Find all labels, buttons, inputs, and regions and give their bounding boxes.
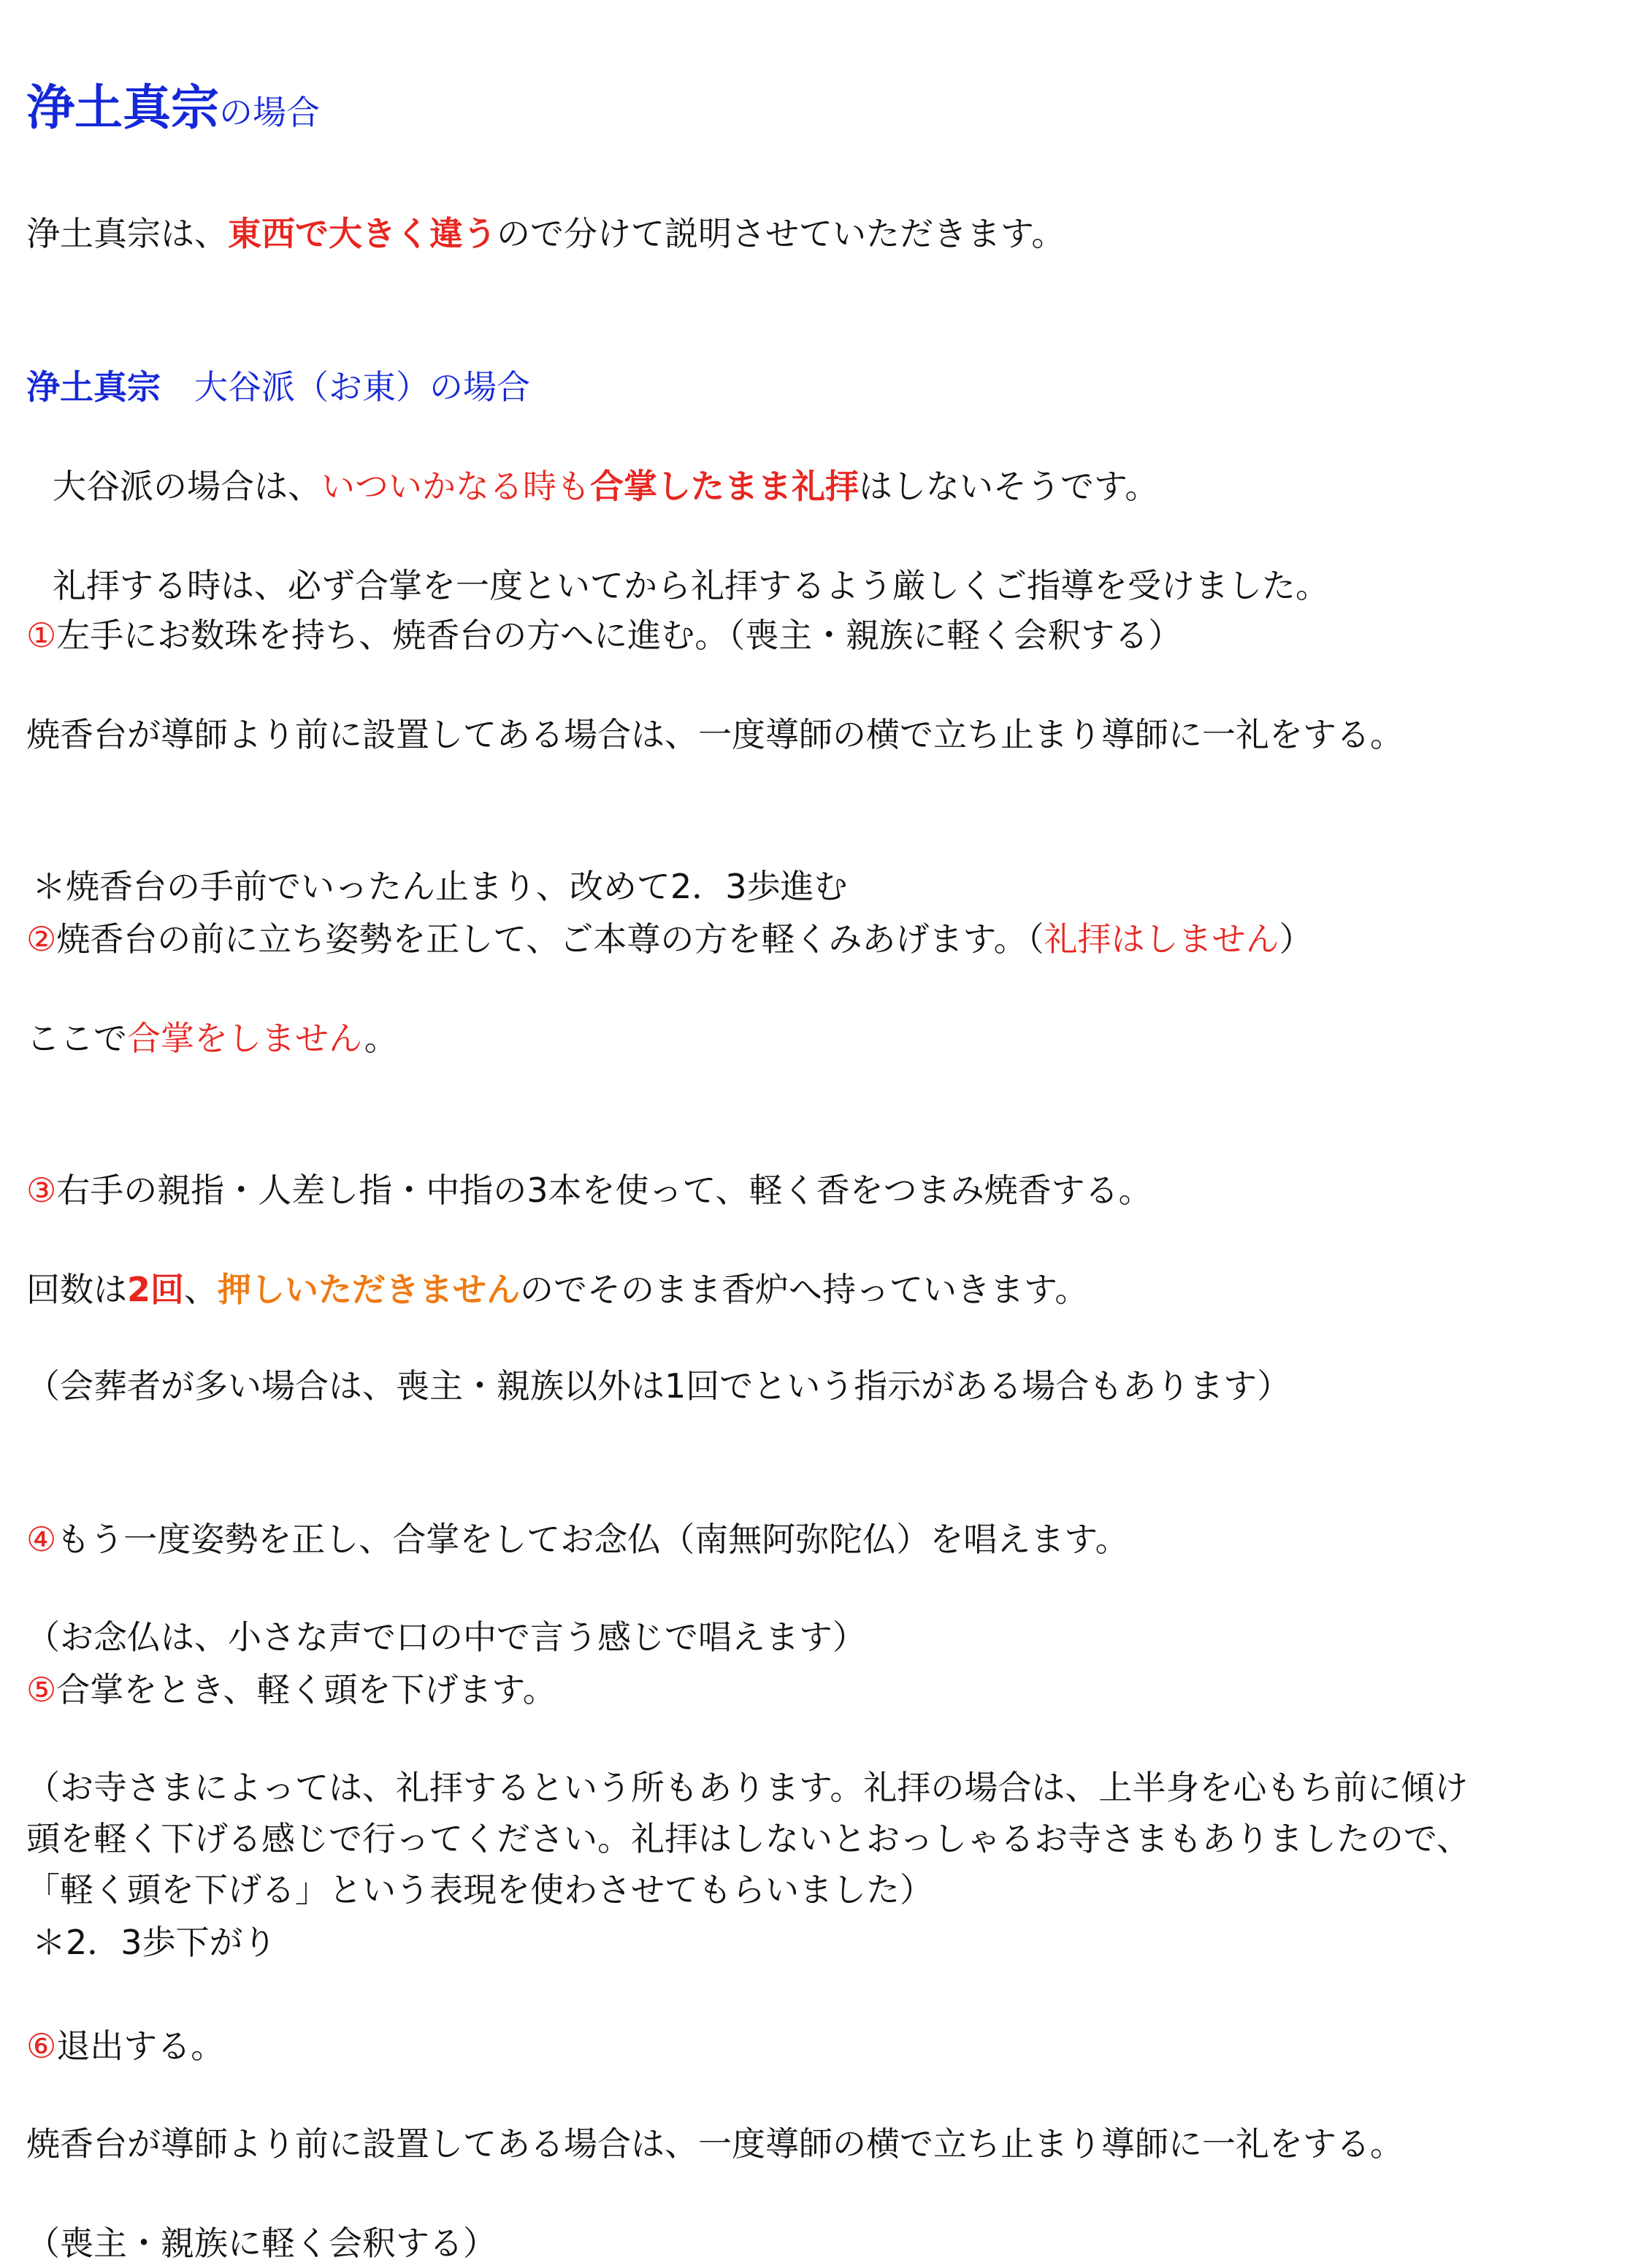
step-4-number: ④ (26, 1520, 57, 1559)
step-5-text: 合掌をとき、軽く頭を下げます。 (56, 1670, 556, 1709)
section-heading (26, 367, 530, 407)
paragraph-5 (26, 1018, 398, 1059)
paragraph-11: 焼香台が導師より前に設置してある場合は、一度導師の横で立ち止まり導師に一礼をする。 (26, 2124, 1404, 2164)
p5-red: 合掌をしません (127, 1019, 364, 1058)
p5-post: 。 (364, 1019, 398, 1058)
step-1-number: ① (26, 616, 57, 655)
p1-post: はしないそうです。 (859, 467, 1159, 506)
p6-mid: 、 (184, 1270, 218, 1309)
step-6-text: 退出する。 (56, 2026, 225, 2066)
title-suffix: の場合 (219, 93, 320, 132)
paragraph-2: 礼拝する時は、必ず合掌を一度といてから礼拝するよう厳しくご指導を受けました。 (53, 566, 1329, 605)
step-2-post: ） (1279, 919, 1313, 959)
step-6 (26, 2026, 224, 2066)
paragraph-10: ＊2．3歩下がり (32, 1923, 277, 1962)
p6-orange: 押しいただきません (218, 1270, 521, 1309)
step-3-text: 右手の親指・人差し指・中指の3本を使って、軽く香をつまみ焼香する。 (56, 1171, 1152, 1210)
paragraph-8: （お念仏は、小さな声で口の中で言う感じで唱えます） (26, 1617, 866, 1657)
p1-red-bold: 合掌したまま礼拝 (590, 467, 859, 506)
step-2-number: ② (26, 919, 57, 959)
paragraph-3: 焼香台が導師より前に設置してある場合は、一度導師の横で立ち止まり導師に一礼をする。 (26, 715, 1404, 754)
page-title (26, 79, 320, 142)
step-1-text: 左手にお数珠を持ち、焼香台の方へに進む。（喪主・親族に軽く会釈する） (56, 616, 1182, 655)
p5-pre: ここで (26, 1019, 127, 1058)
step-3 (26, 1170, 1152, 1211)
intro-emphasis: 東西で大きく違う (228, 214, 497, 253)
step-4-text: もう一度姿勢を正し、合掌をしてお念仏（南無阿弥陀仏）を唱えます。 (56, 1520, 1129, 1559)
step-2-red: 礼拝はしません (1044, 919, 1279, 959)
step-5-number: ⑤ (26, 1670, 57, 1709)
p1-pre: 大谷派の場合は、 (53, 467, 321, 506)
paragraph-12: （喪主・親族に軽く会釈する） (26, 2223, 497, 2263)
paragraph-4: ＊焼香台の手前でいったん止まり、改めて2．3歩進む (32, 867, 848, 906)
intro-paragraph (26, 213, 1065, 254)
step-5 (26, 1669, 556, 1710)
paragraph-9-line-2: 頭を軽く下げる感じで行ってください。礼拝はしないとおっしゃるお寺さまもありましたので、 (26, 1819, 1471, 1858)
section-sub: 大谷派（お東）の場合 (194, 367, 530, 407)
step-2 (26, 919, 1313, 959)
p6-pre: 回数は (26, 1270, 127, 1309)
step-1 (26, 615, 1182, 656)
paragraph-7: （会葬者が多い場合は、喪主・親族以外は1回でという指示がある場合もあります） (26, 1366, 1291, 1406)
title-main: 浄土真宗 (26, 80, 219, 136)
step-3-number: ③ (26, 1171, 57, 1210)
step-4 (26, 1519, 1129, 1560)
section-main: 浄土真宗 (26, 367, 161, 407)
p1-red: いついかなる時も (321, 467, 590, 506)
step-6-number: ⑥ (26, 2026, 57, 2066)
paragraph-9-line-1: （お寺さまによっては、礼拝するという所もあります。礼拝の場合は、上半身を心もち前に傾け (26, 1768, 1469, 1807)
p6-post: のでそのまま香炉へ持っていきます。 (520, 1270, 1089, 1309)
paragraph-6 (26, 1269, 1088, 1310)
paragraph-9-line-3: 「軽く頭を下げる」という表現を使わさせてもらいました） (26, 1870, 933, 1909)
intro-post: ので分けて説明させていただきます。 (497, 214, 1065, 253)
p6-red: 2回 (127, 1270, 185, 1309)
paragraph-1 (53, 466, 1158, 507)
step-2-text: 焼香台の前に立ち姿勢を正して、ご本尊の方を軽くみあげます。（ (56, 919, 1044, 959)
intro-pre: 浄土真宗は、 (26, 214, 228, 253)
